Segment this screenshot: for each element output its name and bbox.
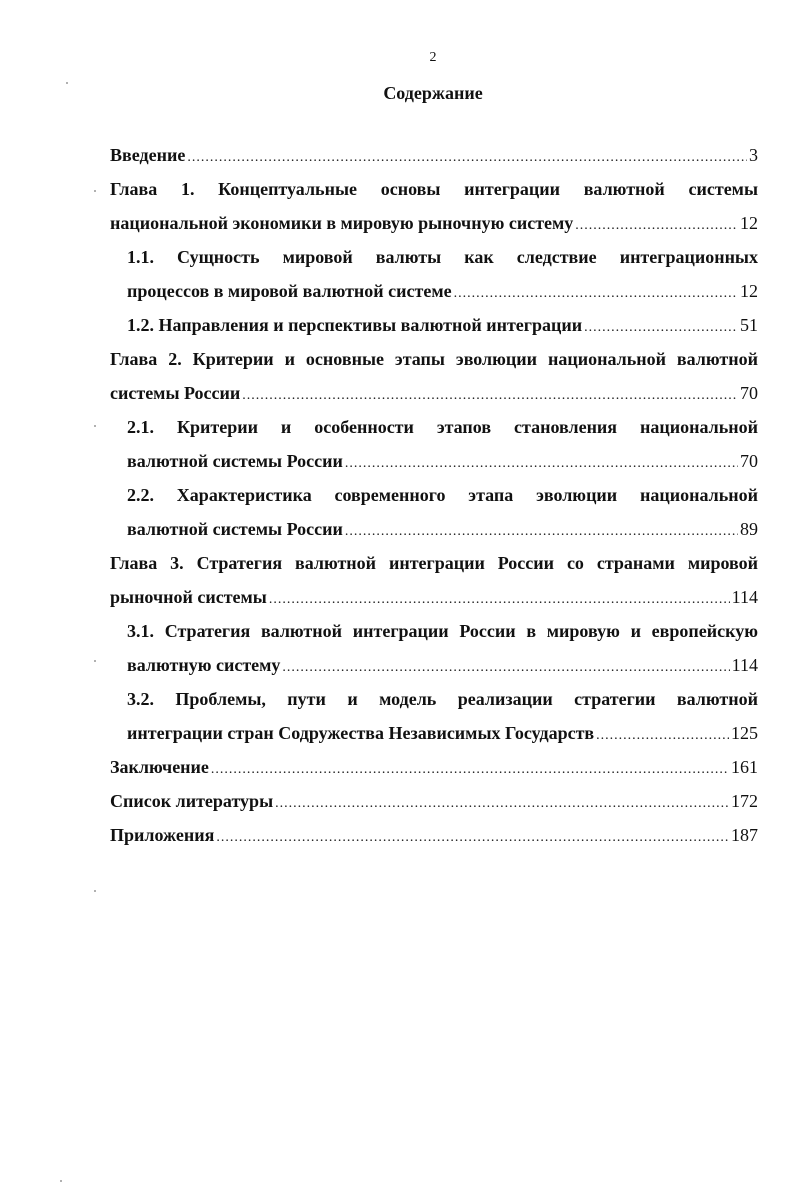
scan-speck (94, 890, 96, 892)
toc-page-number: 70 (740, 383, 758, 403)
dot-leader (596, 719, 729, 753)
toc-entry-chapter-1 (110, 172, 758, 240)
toc-entry-text: Заключение (110, 757, 209, 777)
toc-entry-text: Глава 1. Концептуальные основы интеграции валютной системы (110, 179, 758, 199)
toc-entry-section-2-2 (110, 478, 758, 546)
toc-entry-text: 1.1. Сущность мировой валюты как следствие интеграционных (127, 247, 758, 267)
dot-leader (575, 209, 738, 243)
toc-page-number: 125 (731, 723, 758, 743)
toc-entry-text: системы России (110, 383, 241, 403)
toc-entry-section-1-1 (110, 240, 758, 308)
toc-page-number: 70 (740, 451, 758, 471)
toc-page-number: 114 (731, 655, 758, 675)
toc-entry-conclusion (110, 750, 758, 784)
scan-speck (94, 190, 96, 192)
toc-entry-text: рыночной системы (110, 587, 267, 607)
scan-speck (94, 425, 96, 427)
dot-leader (269, 583, 730, 617)
toc-entry-text: Список литературы (110, 791, 274, 811)
toc-entry-text: процессов в мировой валютной системе (127, 281, 452, 301)
toc-entry-text: Приложения (110, 825, 215, 845)
toc-entry-text: 2.2. Характеристика современного этапа эволюции национальной (127, 485, 758, 505)
dot-leader (187, 141, 747, 175)
toc-page-number: 172 (731, 791, 758, 811)
toc-entry-section-1-2 (110, 308, 758, 342)
toc-page-number: 51 (740, 315, 758, 335)
page-title: Содержание (383, 83, 483, 103)
toc-page-number: 114 (731, 587, 758, 607)
table-of-contents (110, 138, 758, 852)
toc-entry-section-3-1 (110, 614, 758, 682)
toc-page-number: 12 (740, 281, 758, 301)
dot-leader (211, 753, 729, 787)
toc-entry-chapter-3 (110, 546, 758, 614)
toc-entry-text: валютной системы России (127, 451, 343, 471)
scan-speck (60, 1180, 62, 1182)
toc-entry-text: Глава 2. Критерии и основные этапы эволюции национальной валютной (110, 349, 758, 369)
scan-speck (94, 660, 96, 662)
toc-page-number: 89 (740, 519, 758, 539)
toc-entry-references (110, 784, 758, 818)
toc-page-number: 3 (749, 145, 758, 165)
toc-entry-text: Глава 3. Стратегия валютной интеграции России со странами мировой (110, 553, 758, 573)
toc-entry-text: валютную систему (127, 655, 281, 675)
dot-leader (275, 787, 729, 821)
scan-speck (66, 82, 68, 84)
dot-leader (454, 277, 738, 311)
toc-entry-text: национальной экономики в мировую рыночную систему (110, 213, 574, 233)
toc-entry-introduction (110, 138, 758, 172)
toc-entry-appendices (110, 818, 758, 852)
toc-entry-text: 3.1. Стратегия валютной интеграции России в мировую и европейскую (127, 621, 758, 641)
toc-entry-text: Введение (110, 145, 186, 165)
dot-leader (584, 311, 738, 345)
dot-leader (345, 515, 738, 549)
dot-leader (216, 821, 729, 855)
dot-leader (242, 379, 738, 413)
toc-entry-text: 3.2. Проблемы, пути и модель реализации стратегии валютной (127, 689, 758, 709)
toc-entry-chapter-2 (110, 342, 758, 410)
dot-leader (345, 447, 738, 481)
toc-page-number: 12 (740, 213, 758, 233)
toc-entry-text: 2.1. Критерии и особенности этапов становления национальной (127, 417, 758, 437)
toc-entry-text: интеграции стран Содружества Независимых Государств (127, 723, 595, 743)
toc-entry-section-3-2 (110, 682, 758, 750)
toc-page-number: 161 (731, 757, 758, 777)
dot-leader (282, 651, 729, 685)
page-number: 2 (429, 50, 437, 65)
toc-page-number: 187 (731, 825, 758, 845)
toc-entry-text: 1.2. Направления и перспективы валютной интеграции (127, 315, 583, 335)
toc-entry-section-2-1 (110, 410, 758, 478)
toc-entry-text: валютной системы России (127, 519, 343, 539)
